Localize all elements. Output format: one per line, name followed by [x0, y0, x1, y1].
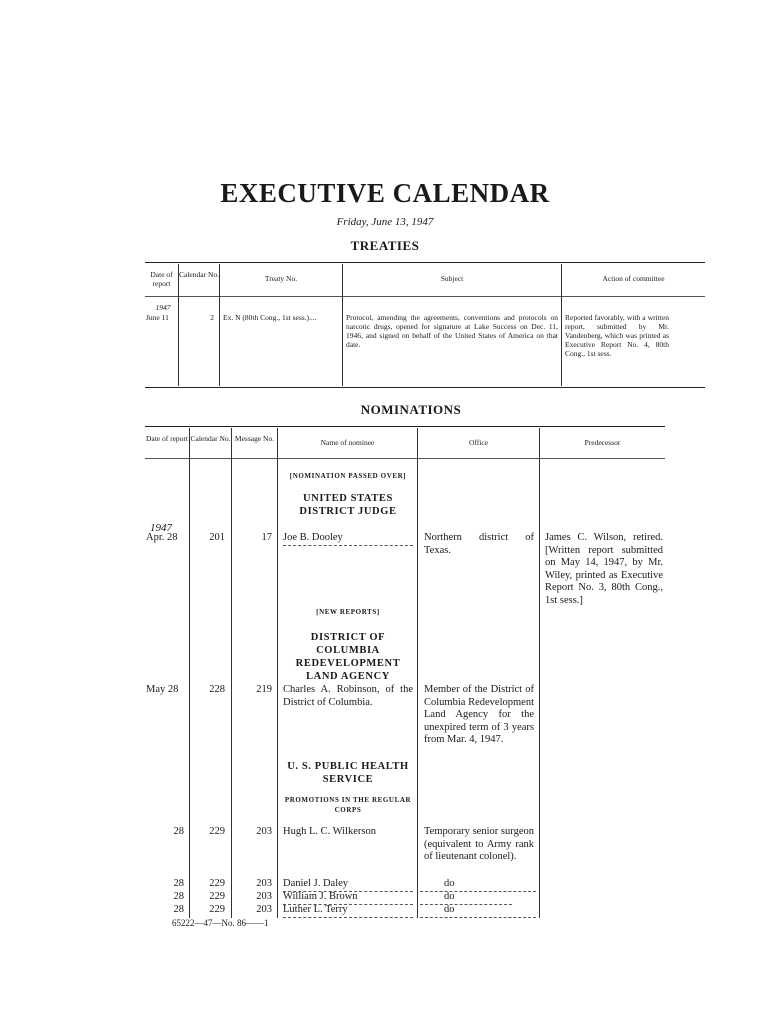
col-date-of-report: Date of report: [145, 434, 189, 443]
table-row-date: 28: [173, 904, 184, 915]
row3-message-no: 203: [256, 826, 272, 837]
section-public-health-service: U. S. PUBLIC HEALTH SERVICE: [287, 761, 409, 785]
table-row-message-no: 203: [256, 904, 272, 915]
calendar-date: Friday, June 13, 1947: [336, 216, 434, 228]
table-row-calendar-no: 229: [209, 891, 225, 902]
new-reports-label: [NEW REPORTS]: [316, 608, 380, 616]
row1-calendar-no: 201: [209, 532, 225, 543]
col-office: Office: [468, 438, 489, 447]
table-row-office: do: [420, 891, 512, 905]
row2-nominee: Charles A. Robinson, of the District of Columbia.: [283, 684, 413, 708]
subsection-promotions: PROMOTIONS IN THE REGULAR CORPS: [284, 796, 412, 814]
row2-date: May 28: [146, 684, 179, 695]
treaty-number: Ex. N (80th Cong., 1st sess.)....: [223, 313, 317, 322]
col-subject: Subject: [440, 274, 464, 283]
table-row-nominee: William J. Brown: [283, 891, 413, 905]
treaty-subject: Protocol, amending the agreements, conventions and protocols on narcotic drugs, opened for signature at Lake Success on Dec. 11, 1946, and signed on behalf of the United States of America on that date.: [346, 313, 558, 349]
row3-nominee: Hugh L. C. Wilkerson: [283, 826, 377, 837]
row1-date: Apr. 28: [146, 532, 178, 543]
row1-message-no: 17: [261, 532, 272, 543]
row3-date: 28: [173, 826, 184, 837]
col-action-of-committee: Action of committee: [602, 274, 665, 283]
table-row-nominee: Luther L. Terry: [283, 904, 413, 918]
table-row-calendar-no: 229: [209, 904, 225, 915]
table-row-office: do: [420, 878, 536, 892]
col-name-of-nominee: Name of nominee: [320, 438, 375, 447]
nominations-year: 1947: [150, 522, 172, 534]
nominations-heading: NOMINATIONS: [360, 402, 462, 417]
treaties-heading: TREATIES: [350, 238, 420, 253]
row1-predecessor: James C. Wilson, retired. [Written report submitted on May 14, 1947, by Mr. Wiley, printed as Executive Report No. 3, 80th Cong., 1st sess.]: [545, 532, 663, 606]
section-district-judge: UNITED STATES DISTRICT JUDGE: [299, 493, 397, 517]
row3-calendar-no: 229: [209, 826, 225, 837]
row1-nominee: Joe B. Dooley: [283, 532, 413, 546]
table-row-nominee: Daniel J. Daley: [283, 878, 413, 892]
col-message-no: Message No.: [234, 434, 275, 443]
table-row-message-no: 203: [256, 878, 272, 889]
table-row-office: do: [420, 904, 536, 918]
row2-office: Member of the District of Columbia Redevelopment Land Agency for the unexpired term of 3 years from Mar. 4, 1947.: [424, 684, 534, 745]
treaty-calendar-no: 2: [210, 313, 214, 322]
row2-message-no: 219: [256, 684, 272, 695]
col-predecessor: Predecessor: [584, 438, 621, 447]
treaty-year: 1947: [155, 303, 171, 312]
table-row-calendar-no: 229: [209, 878, 225, 889]
table-row-date: 28: [173, 891, 184, 902]
page-title: EXECUTIVE CALENDAR: [220, 178, 550, 208]
treaty-action: Reported favorably, with a written report, submitted by Mr. Vandenberg, which was printed as Executive Report No. 4, 80th Cong., 1st sess.: [565, 313, 669, 358]
col-date-of-report: Date of report: [150, 270, 173, 288]
row1-office: Northern district of Texas.: [424, 532, 534, 556]
table-row-date: 28: [173, 878, 184, 889]
passed-over-label: [NOMINATION PASSED OVER]: [289, 472, 407, 480]
col-treaty-no: Treaty No.: [264, 274, 298, 283]
row2-calendar-no: 228: [209, 684, 225, 695]
section-redevelopment-agency: DISTRICT OF COLUMBIA REDEVELOPMENT LAND AGENCY: [295, 632, 401, 682]
table-row-message-no: 203: [256, 891, 272, 902]
col-calendar-no: Calendar No.: [179, 270, 219, 279]
col-calendar-no: Calendar No.: [190, 434, 231, 443]
row3-office: Temporary senior surgeon (equivalent to Army rank of lieutenant colonel).: [424, 826, 534, 862]
print-code: 65222—47—No. 86——1: [172, 918, 269, 928]
treaty-date: June 11: [146, 313, 169, 322]
